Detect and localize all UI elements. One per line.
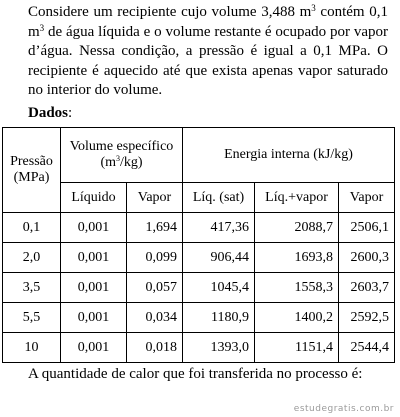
dados-colon: : bbox=[68, 105, 73, 121]
cell-energia-liq-vapor: 1400,2 bbox=[255, 303, 339, 333]
cell-volume-liquido: 0,001 bbox=[61, 303, 127, 333]
dados-label: Dados bbox=[28, 105, 69, 121]
superscript-cubic-2: 3 bbox=[39, 22, 45, 33]
superscript-cubic-1: 3 bbox=[311, 3, 316, 13]
statement-text-3: de água líquida e o volume restante é ocupado por vapor d’água. Nessa condição, a pressão é igual a 0,1 MPa. O recipiente é aquecido até que exista apenas vapor saturado no interior do volume. bbox=[28, 23, 388, 98]
volume-header-label: Volume específico bbox=[69, 139, 174, 154]
cell-volume-vapor: 1,694 bbox=[127, 213, 183, 243]
table-row bbox=[3, 243, 395, 273]
cell-volume-liquido: 0,001 bbox=[61, 243, 127, 273]
dados-heading bbox=[28, 104, 72, 122]
statement-text-2: contém 0,1 m bbox=[28, 4, 388, 40]
table-header-row bbox=[3, 128, 395, 183]
cell-energia-vapor: 2600,3 bbox=[339, 243, 395, 273]
cell-energia-liq-sat: 417,36 bbox=[183, 213, 255, 243]
cell-volume-vapor: 0,018 bbox=[127, 333, 183, 363]
cell-energia-liq-vapor: 1558,3 bbox=[255, 273, 339, 303]
table-row bbox=[3, 303, 395, 333]
table-row bbox=[3, 213, 395, 243]
cell-energia-vapor: 2506,1 bbox=[339, 213, 395, 243]
volume-unit-sup: 3 bbox=[116, 154, 120, 163]
energia-header-label: Energia interna (kJ/kg) bbox=[224, 147, 353, 162]
volume-header-unit bbox=[61, 155, 182, 171]
volume-unit-open: (m bbox=[100, 155, 116, 170]
cell-energia-liq-sat: 1393,0 bbox=[183, 333, 255, 363]
pressao-header bbox=[3, 128, 61, 213]
subheader-vapor-volume: Vapor bbox=[127, 183, 183, 213]
subheader-liq-sat: Líq. (sat) bbox=[183, 183, 255, 213]
cell-energia-liq-sat: 906,44 bbox=[183, 243, 255, 273]
table-row bbox=[3, 273, 395, 303]
cell-volume-vapor: 0,057 bbox=[127, 273, 183, 303]
cell-volume-vapor: 0,034 bbox=[127, 303, 183, 333]
volume-unit-close: /kg) bbox=[120, 155, 143, 170]
watermark: estudegratis.com.br bbox=[293, 404, 394, 414]
cell-volume-vapor: 0,099 bbox=[127, 243, 183, 273]
question-text: A quantidade de calor que foi transferida no processo é: bbox=[28, 366, 363, 382]
subheader-liq-vapor: Líq.+vapor bbox=[255, 183, 339, 213]
data-table bbox=[2, 127, 395, 363]
energia-header bbox=[183, 128, 395, 183]
pressao-header-label: Pressão bbox=[10, 154, 53, 169]
pressao-header-unit: (MPa) bbox=[13, 170, 50, 185]
problem-statement bbox=[28, 3, 388, 101]
cell-pressao: 3,5 bbox=[3, 273, 61, 303]
table-row bbox=[3, 333, 395, 363]
cell-pressao: 2,0 bbox=[3, 243, 61, 273]
volume-header bbox=[61, 128, 183, 183]
cell-energia-vapor: 2603,7 bbox=[339, 273, 395, 303]
cell-pressao: 5,5 bbox=[3, 303, 61, 333]
subheader-vapor-energia: Vapor bbox=[339, 183, 395, 213]
cell-energia-vapor: 2544,4 bbox=[339, 333, 395, 363]
cell-energia-liq-sat: 1180,9 bbox=[183, 303, 255, 333]
cell-pressao: 10 bbox=[3, 333, 61, 363]
cell-volume-liquido: 0,001 bbox=[61, 333, 127, 363]
cell-energia-liq-vapor: 1693,8 bbox=[255, 243, 339, 273]
cell-volume-liquido: 0,001 bbox=[61, 213, 127, 243]
cell-pressao: 0,1 bbox=[3, 213, 61, 243]
cell-energia-liq-sat: 1045,4 bbox=[183, 273, 255, 303]
table-subheader-row bbox=[3, 183, 395, 213]
cell-energia-liq-vapor: 2088,7 bbox=[255, 213, 339, 243]
statement-text-1: Considere um recipiente cujo volume 3,488 m bbox=[28, 4, 312, 20]
cell-volume-liquido: 0,001 bbox=[61, 273, 127, 303]
cell-energia-liq-vapor: 1151,4 bbox=[255, 333, 339, 363]
cell-energia-vapor: 2592,5 bbox=[339, 303, 395, 333]
subheader-liquido: Líquido bbox=[61, 183, 127, 213]
